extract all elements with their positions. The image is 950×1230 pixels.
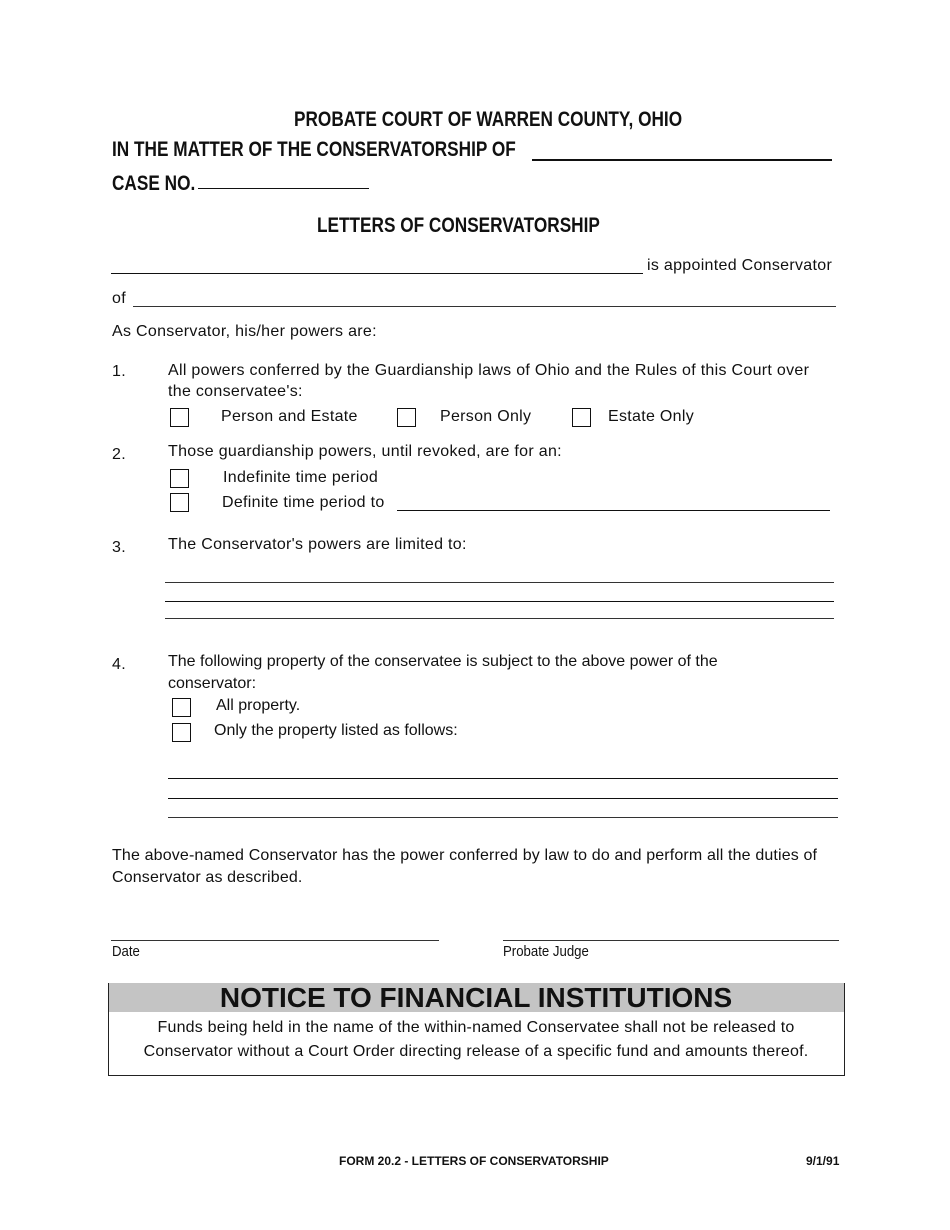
item-1-text-cont: the conservatee's:: [168, 383, 303, 400]
item-1-text: All powers conferred by the Guardianship laws of Ohio and the Rules of this Court over: [168, 362, 810, 379]
listed-property-checkbox[interactable]: [172, 723, 191, 742]
form-date: 9/1/91: [806, 1154, 840, 1168]
notice-text-cont: Conservator without a Court Order directing release of a specific fund and amounts thereof.: [143, 1043, 809, 1060]
of-line[interactable]: [133, 306, 836, 307]
all-property-checkbox[interactable]: [172, 698, 191, 717]
item-4-text-cont: conservator:: [168, 675, 257, 692]
powers-intro: As Conservator, his/her powers are:: [112, 323, 377, 340]
matter-heading: IN THE MATTER OF THE CONSERVATORSHIP OF: [112, 138, 516, 161]
form-name: FORM 20.2 - LETTERS OF CONSERVATORSHIP: [339, 1154, 609, 1168]
definite-period-date-line[interactable]: [397, 510, 830, 511]
property-line-1[interactable]: [168, 778, 838, 779]
item-4-text: The following property of the conservatee is subject to the above power of the: [168, 653, 718, 670]
item-2-number: 2.: [112, 446, 126, 463]
of-label: of: [112, 290, 126, 307]
notice-title: NOTICE TO FINANCIAL INSTITUTIONS: [219, 982, 733, 1013]
case-number-line[interactable]: [198, 188, 369, 189]
court-heading: PROBATE COURT OF WARREN COUNTY, OHIO: [294, 108, 683, 131]
item-3-text: The Conservator's powers are limited to:: [168, 536, 467, 553]
date-signature-line[interactable]: [111, 940, 439, 941]
all-property-label: All property.: [216, 697, 301, 714]
item-4-number: 4.: [112, 656, 126, 673]
indefinite-period-label: Indefinite time period: [223, 469, 379, 486]
limits-line-3[interactable]: [165, 618, 834, 619]
property-line-3[interactable]: [168, 817, 838, 818]
person-only-label: Person Only: [440, 408, 532, 425]
closing-statement: The above-named Conservator has the power conferred by law to do and perform all the duties of: [112, 847, 818, 864]
limits-line-1[interactable]: [165, 582, 834, 583]
estate-only-checkbox[interactable]: [572, 408, 591, 427]
item-3-number: 3.: [112, 539, 126, 556]
estate-only-label: Estate Only: [608, 408, 695, 425]
person-and-estate-checkbox[interactable]: [170, 408, 189, 427]
listed-property-label: Only the property listed as follows:: [214, 722, 458, 739]
appointed-text: is appointed Conservator: [647, 257, 833, 274]
probate-judge-label: Probate Judge: [503, 943, 589, 960]
item-1-number: 1.: [112, 363, 126, 380]
notice-text: Funds being held in the name of the within-named Conservatee shall not be released to: [157, 1019, 795, 1036]
definite-period-label: Definite time period to: [222, 494, 385, 511]
indefinite-period-checkbox[interactable]: [170, 469, 189, 488]
conservatee-name-line[interactable]: [532, 159, 832, 161]
person-only-checkbox[interactable]: [397, 408, 416, 427]
judge-signature-line[interactable]: [503, 940, 839, 941]
property-line-2[interactable]: [168, 798, 838, 799]
limits-line-2[interactable]: [165, 601, 834, 602]
definite-period-checkbox[interactable]: [170, 493, 189, 512]
document-title: LETTERS OF CONSERVATORSHIP: [317, 214, 600, 237]
item-2-text: Those guardianship powers, until revoked, are for an:: [168, 443, 562, 460]
case-number-label: CASE NO.: [112, 172, 196, 195]
closing-statement-cont: Conservator as described.: [112, 869, 303, 886]
date-label: Date: [112, 943, 140, 960]
conservator-name-line[interactable]: [111, 273, 643, 274]
person-and-estate-label: Person and Estate: [221, 408, 358, 425]
